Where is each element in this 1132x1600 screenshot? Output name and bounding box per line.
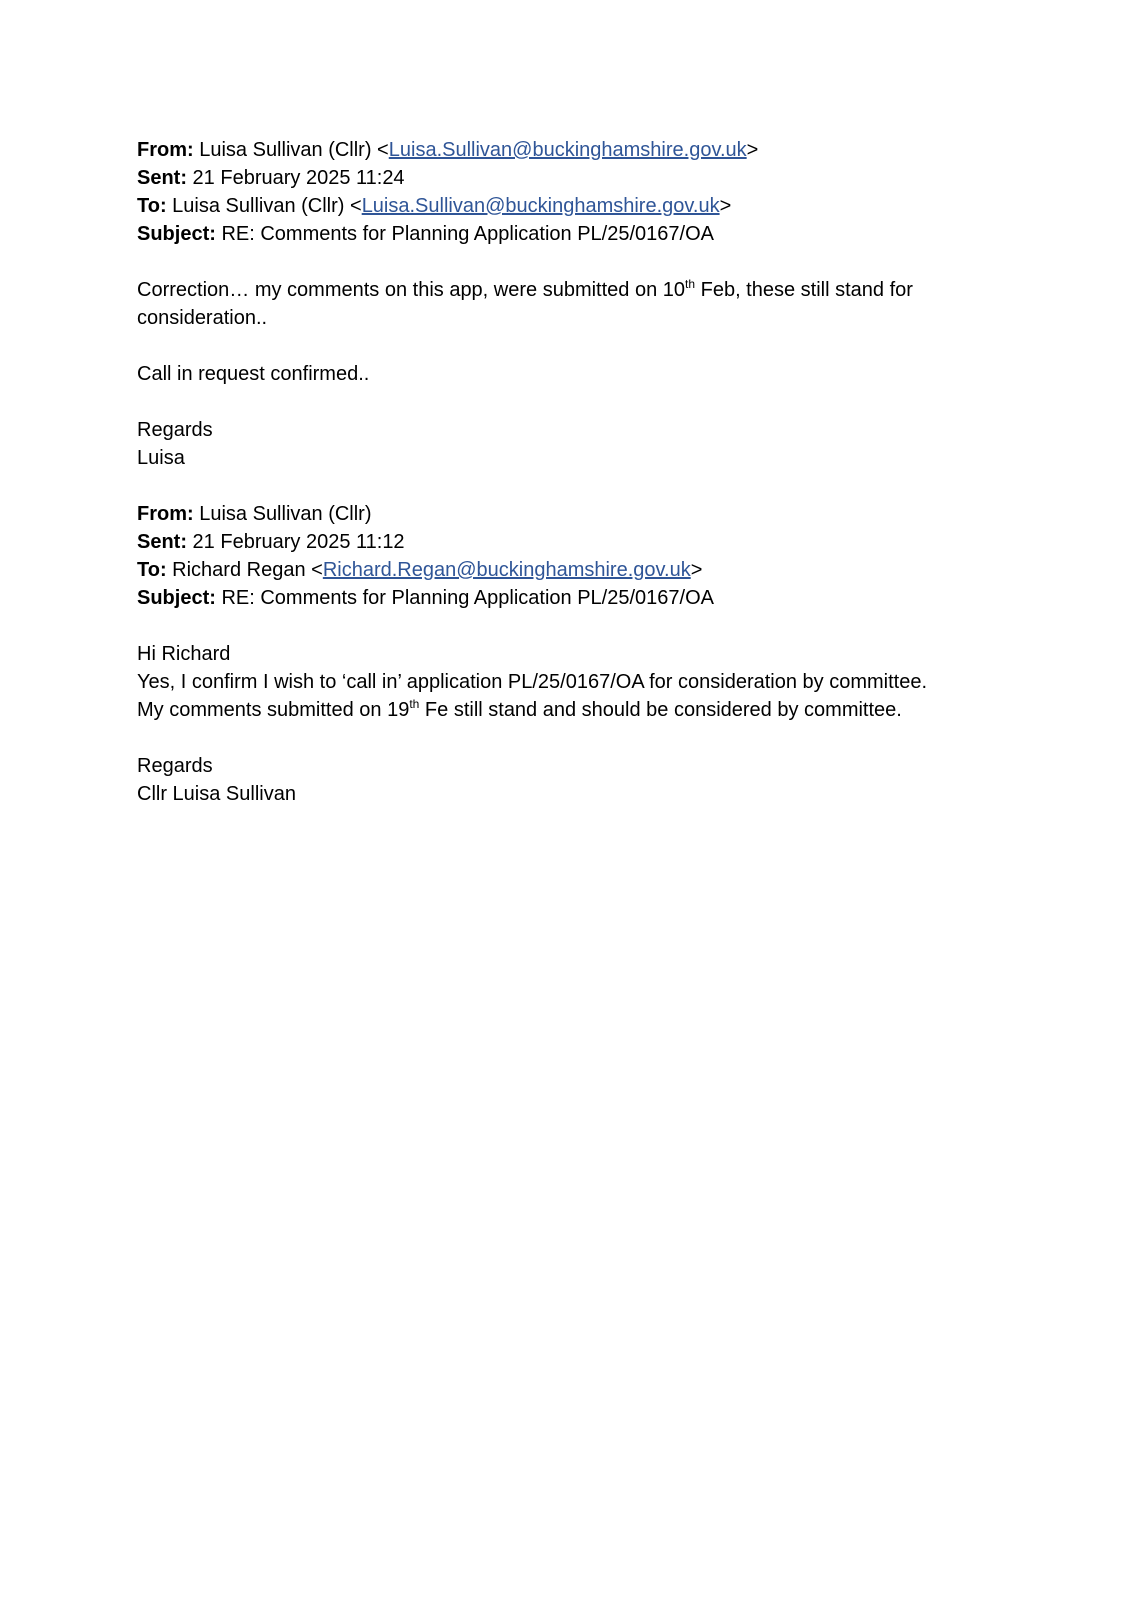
signature-regards: Regards [137,419,213,441]
spacer [137,248,1037,276]
email1-from-line [137,136,1037,164]
email-document [137,136,1037,808]
subject-label: Subject: [137,587,216,609]
email1-subject-line [137,220,1037,248]
email1-signature [137,416,1037,472]
to-email-link[interactable]: Luisa.Sullivan@buckinghamshire.gov.uk [361,195,720,217]
email1-body-paragraph [137,276,1037,332]
from-email-link[interactable]: Luisa.Sullivan@buckinghamshire.gov.uk [388,139,747,161]
body-text: Correction… my comments on this app, were submitted on 10 [137,279,686,301]
spacer [137,612,1037,640]
to-label: To: [137,195,167,217]
email1-to-line [137,192,1037,220]
sent-label: Sent: [137,167,187,189]
to-email-link[interactable]: Richard.Regan@buckinghamshire.gov.uk [322,559,691,581]
subject-value: RE: Comments for Planning Application PL/25/0167/OA [215,587,714,609]
from-label: From: [137,503,194,525]
email2-subject-line [137,584,1037,612]
greeting: Hi Richard [137,643,231,665]
email2-header [137,500,1037,612]
body-text: Fe still stand and should be considered by committee. [419,699,902,721]
email2-sent-line [137,528,1037,556]
to-label: To: [137,559,167,581]
from-name: Luisa Sullivan (Cllr) < [193,139,389,161]
ordinal-suffix: th [409,697,420,711]
email2-body [137,640,1037,724]
body-line [137,696,1037,724]
body-text: Feb, these still stand for consideration.. [137,279,913,329]
to-email-close: > [690,559,703,581]
body-text: My comments submitted on 19 [137,699,410,721]
subject-value: RE: Comments for Planning Application PL/25/0167/OA [215,223,714,245]
from-email-close: > [746,139,759,161]
email1-call-in-paragraph: Call in request confirmed.. [137,363,370,385]
email2-to-line [137,556,1037,584]
to-email-close: > [719,195,732,217]
sent-label: Sent: [137,531,187,553]
from-label: From: [137,139,194,161]
email2-from-line [137,500,1037,528]
spacer [137,332,1037,360]
body-line: Yes, I confirm I wish to ‘call in’ application PL/25/0167/OA for consideration by committee. [137,671,928,693]
email1-sent-line [137,164,1037,192]
subject-label: Subject: [137,223,216,245]
spacer [137,388,1037,416]
sent-value: 21 February 2025 11:12 [187,531,405,553]
to-name: Richard Regan < [166,559,323,581]
spacer [137,724,1037,752]
sent-value: 21 February 2025 11:24 [187,167,405,189]
signature-regards: Regards [137,755,213,777]
signature-name: Cllr Luisa Sullivan [137,783,296,805]
email1-header [137,136,1037,248]
spacer [137,472,1037,500]
from-name: Luisa Sullivan (Cllr) [193,503,372,525]
to-name: Luisa Sullivan (Cllr) < [166,195,362,217]
ordinal-suffix: th [685,277,696,291]
email2-signature [137,752,1037,808]
signature-name: Luisa [137,447,185,469]
